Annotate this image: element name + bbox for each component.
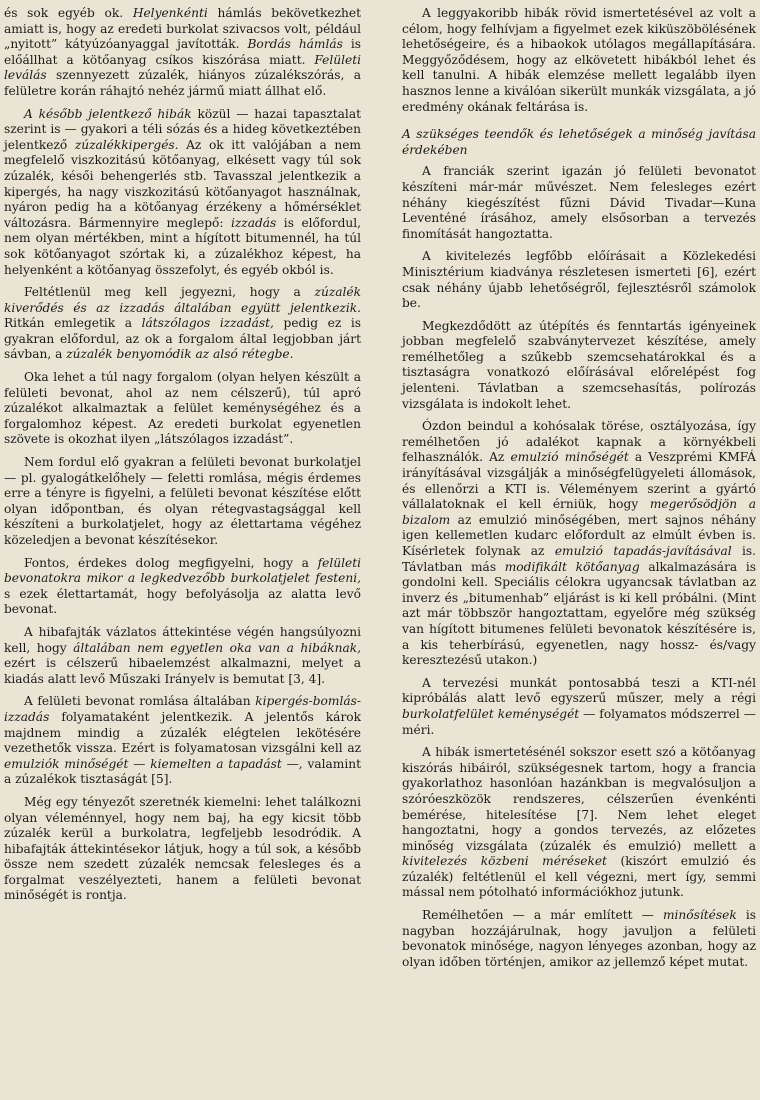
paragraph xyxy=(4,285,361,363)
emphasis-text: minősítések xyxy=(662,908,737,923)
paragraph xyxy=(4,795,361,904)
paragraph xyxy=(4,370,361,448)
left-column xyxy=(4,6,361,911)
emphasis-text: látszólagos izzadást, xyxy=(141,316,274,331)
emphasis-text: emulzió tapadás-javításával xyxy=(554,544,732,558)
text-run: szennyezett zúzalék, hiányos zúzalékszórás, a felületre korán ráhajtó nehéz jármű miatt állhat elő. xyxy=(4,68,361,98)
text-run: Ózdon beindul a kohósalak törése, osztályozása, így remélhetően jó adalékot kapnak a környékbeli felhasználók. Az xyxy=(402,419,756,465)
text-run: Remélhetően — a már említett — xyxy=(422,908,663,923)
text-run: A hibák ismertetésénél sokszor esett szó a kötőanyag kiszórás hibáiról, szükségesnek tartom, hogy a francia gyakorlathoz hasonlóan hazánkban is megvalósuljon a szóróeszközök rendszeres, célszerűen évenkénti bemérése, hitelesítése [7]. Nem lehet eleget hangoztatni, hogy a gondos tervezés, az előzetes minőség vizsgálata (zúzalék és emulzió) mellett a xyxy=(402,745,756,853)
text-run: és sok egyéb ok. xyxy=(4,6,133,20)
right-column xyxy=(402,6,756,977)
paragraph xyxy=(402,908,756,970)
text-run: is. Távlatban más xyxy=(402,544,757,574)
paragraph xyxy=(4,107,361,279)
emphasis-text: Bordás hámlás xyxy=(247,37,343,52)
paragraph xyxy=(4,625,361,687)
text-run: közül — hazai tapasztalat szerint is — gyakori a téli sózás és a hideg következtében jelentkező xyxy=(4,106,361,152)
paragraph xyxy=(402,164,756,242)
text-run: s ezek élettartamát, hogy befolyásolja az alatta levő bevonat. xyxy=(4,586,361,617)
paragraph xyxy=(402,676,756,738)
text-run: A tervezési munkát pontosabbá teszi a KTI-nél kipróbálás alatt levő egyszerű műszer, mely a régi xyxy=(402,675,756,706)
paragraph xyxy=(402,419,756,669)
paragraph xyxy=(4,455,361,549)
paragraph xyxy=(4,6,361,100)
emphasis-text: burkolatfelület keménységét xyxy=(402,706,580,721)
emphasis-text: általában nem egyetlen oka van a hibáknak, xyxy=(73,640,362,655)
emphasis-text: felületi bevonatokra mikor a legkedvezőbb burkolatjelet festeni, xyxy=(4,555,361,586)
paragraph xyxy=(402,249,756,311)
emphasis-text: zúzalékkipergés. xyxy=(74,137,179,152)
emphasis-text: zúzalék benyomódik az alsó rétegbe. xyxy=(66,347,294,362)
emphasis-text: zúzalék kiverődés és az izzadás általában együtt jelentkezik. xyxy=(4,285,361,315)
text-run: is előfordul, nem olyan mértékben, mint a hígított bitumennél, ha túl sok kötőanyagot szórtak ki, a zúzalékhoz képest, ha helyenként a kötőanyag összefolyt, és egyéb okból is. xyxy=(4,215,361,277)
emphasis-text: A később jelentkező hibák xyxy=(24,106,192,121)
text-run: is előállhat a kötőanyag csíkos kiszórása miatt. xyxy=(4,37,362,67)
emphasis-text: emulziók minőségét — kiemelten a tapadást xyxy=(4,756,282,771)
text-run: —, valamint a zúzalékok tisztaságát [5]. xyxy=(4,756,362,787)
paragraph xyxy=(402,745,756,901)
text-run: alkalmazására is gondolni kell. Speciális célokra ugyancsak távlatban az inverz és „bitumenhab” eljárást is ki kell próbálni. (Mint azt már többször hangoztattam, egyelőre még szükség van hígított bitumenes felületi bevonatok készítésére is, a kis teherbírású, egyenetlen, nagy hossz- és/vagy keresztezésű utakon.) xyxy=(402,559,756,668)
text-run: A kivitelezés legfőbb előírásait a Közlekedési Minisztérium kiadványa részletesen ismerteti [6], ezért csak néhány újabb lehetőségről, fejlesztésről számolok be. xyxy=(402,249,756,311)
text-run: A leggyakoribb hibák rövid ismertetésével az volt a célom, hogy felhívjam a figyelmet ezek kiküszöbölésének lehetőségeire, és a hibaokok utólagos megállapítására. Meggyőződésem, hogy az elkövetett hibákból lehet és kell tanulni. A hibák elemzése mellett legalább ilyen hasznos lenne a kiválóan sikerült munkák vizsgálata, a jó eredmény okának feltárása is. xyxy=(402,6,756,114)
text-run: pedig ez is gyakran előfordul, az ok a forgalom által legjobban járt sávban, a xyxy=(4,316,361,362)
text-run: — folyamatos módszerrel — méri. xyxy=(402,706,756,737)
paragraph xyxy=(4,694,361,788)
text-run: az emulzió minőségében, mert sajnos néhány igen kellemetlen kudarc előfordult az elmúlt évben is. Kísérletek folynak az xyxy=(402,512,756,558)
emphasis-text: Helyenkénti xyxy=(132,6,208,20)
emphasis-text: kivitelezés közbeni méréseket xyxy=(402,854,607,869)
text-run: Ritkán emlegetik a xyxy=(4,316,142,331)
text-run: Még egy tényezőt szeretnék kiemelni: lehet találkozni olyan véleménnyel, hogy nem baj, ha egy kicsit több zúzalék kerül a burkolatra, legfeljebb lesodródik. A hibafajták áttekintésekor látjuk, hogy a túl sok, a később össze nem szedett zúzalék nemcsak felesleges és a forgalmat veszélyezteti, hanem a felületi bevonat minőségét is rontja. xyxy=(4,794,361,903)
right-column-intro xyxy=(402,6,756,115)
text-run: folyamataként jelentkezik. A jelentős károk majdnem mindig a zúzalék elégtelen lekötésére vezethetők vissza. Ezért is folyamatosan vizsgálni kell az xyxy=(4,709,361,756)
text-run: Megkezdődött az útépítés és fenntartás igényeinek jobban megfelelő szabványtervezet készítése, amely remélhetőleg a szűkebb szemcsehatárokkal és a tisztaságra vonatkozó előírásával előrelépést fog jelenteni. Távlatban a szemcsehasítás, polírozás vizsgálata is indokolt lehet. xyxy=(402,318,756,411)
emphasis-text: kipergés-bomlás-izzadás xyxy=(4,694,361,724)
paragraph xyxy=(4,556,361,618)
section-heading: A szükséges teendők és lehetőségek a minőség javítása érdekében xyxy=(402,127,756,157)
emphasis-text: izzadás xyxy=(230,215,277,230)
emphasis-text: emulzió minőségét xyxy=(510,450,629,465)
paragraph xyxy=(402,6,756,115)
text-run: hámlás bekövetkezhet amiatt is, hogy az eredeti burkolat szivacsos volt, például „nyitott” kátyúzóanyaggal javították. xyxy=(4,6,361,52)
text-run: Fontos, érdekes dolog megfigyelni, hogy a xyxy=(24,555,318,570)
emphasis-text: Felületi leválás xyxy=(4,52,361,83)
text-run: a Veszprémi KMFÁ irányításával vizsgálják a minőségfelügyeleti állomások, és ellenőrzi a KTI is. Véleményem szerint a gyártó vállalatoknak el kell érniük, hogy xyxy=(402,450,756,512)
paragraph xyxy=(402,319,756,413)
text-run: A franciák szerint igazán jó felületi bevonatot készíteni már-már művészet. Nem felesleges ezért néhány kiegészítést fűzni Dávid Tivadar—Kuna Leventéné írásához, amely elsősorban a tervezés finomítását hangoztatta. xyxy=(402,164,756,241)
emphasis-text: modifikált kötőanyag xyxy=(504,559,640,574)
text-run: A hibafajták vázlatos áttekintése végén hangsúlyozni kell, hogy xyxy=(4,624,361,655)
text-run: Nem fordul elő gyakran a felületi bevonat burkolatjel — pl. gyalogátkelőhely — feletti romlása, mégis érdemes erre a tényre is figyelni, a felületi bevonat készítése előtt olyan időpontban, és olyan rétegvastagsággal kell készíteni a burkolatjelet, hogy az élettartama végéhez közeledjen a bevonat készítésekor. xyxy=(4,455,361,547)
text-run: A felületi bevonat romlása általában xyxy=(24,694,256,709)
text-run: Az ok itt valójában a nem megfelelő viszkozitású kötőanyag, elkésett vagy túl sok zúzalék, késői behengerlés stb. Tavasszal jelentkezik a kipergés, ha nagy viszkozitású kötőanyagot használnak, nyáron pedig ha a kötőanyag érzékeny a hőmérséklet változásra. Bármennyire meglepő: xyxy=(4,137,361,230)
text-run: Feltétlenül meg kell jegyezni, hogy a xyxy=(24,285,315,300)
text-run: (kiszórt emulzió és zúzalék) feltétlenül el kell végezni, mert így, semmi mással nem pótolható információkhoz jutunk. xyxy=(402,854,756,900)
text-run: ezért is célszerű hibaelemzést alkalmazni, melyet a kiadás alatt levő Műszaki Irányelv is bemutat [3, 4]. xyxy=(4,656,361,686)
text-run: Oka lehet a túl nagy forgalom (olyan helyen készült a felületi bevonat, ahol az nem célszerű), túl apró zúzalékot alkalmaztak a felület keménységéhez és a forgalomhoz képest. Az eredeti burkolat egyenetlen szövete is okozhat ilyen „látszólagos izzadást”. xyxy=(4,370,361,447)
text-run: is nagyban hozzájárulnak, hogy javuljon a felületi bevonatok minősége, nagyon lényeges azonban, hogy az olyan időben történjen, amikor az jellemző képet mutat. xyxy=(402,908,756,969)
emphasis-text: megerősödjön a bizalom xyxy=(402,497,756,527)
right-column-body xyxy=(402,164,756,970)
